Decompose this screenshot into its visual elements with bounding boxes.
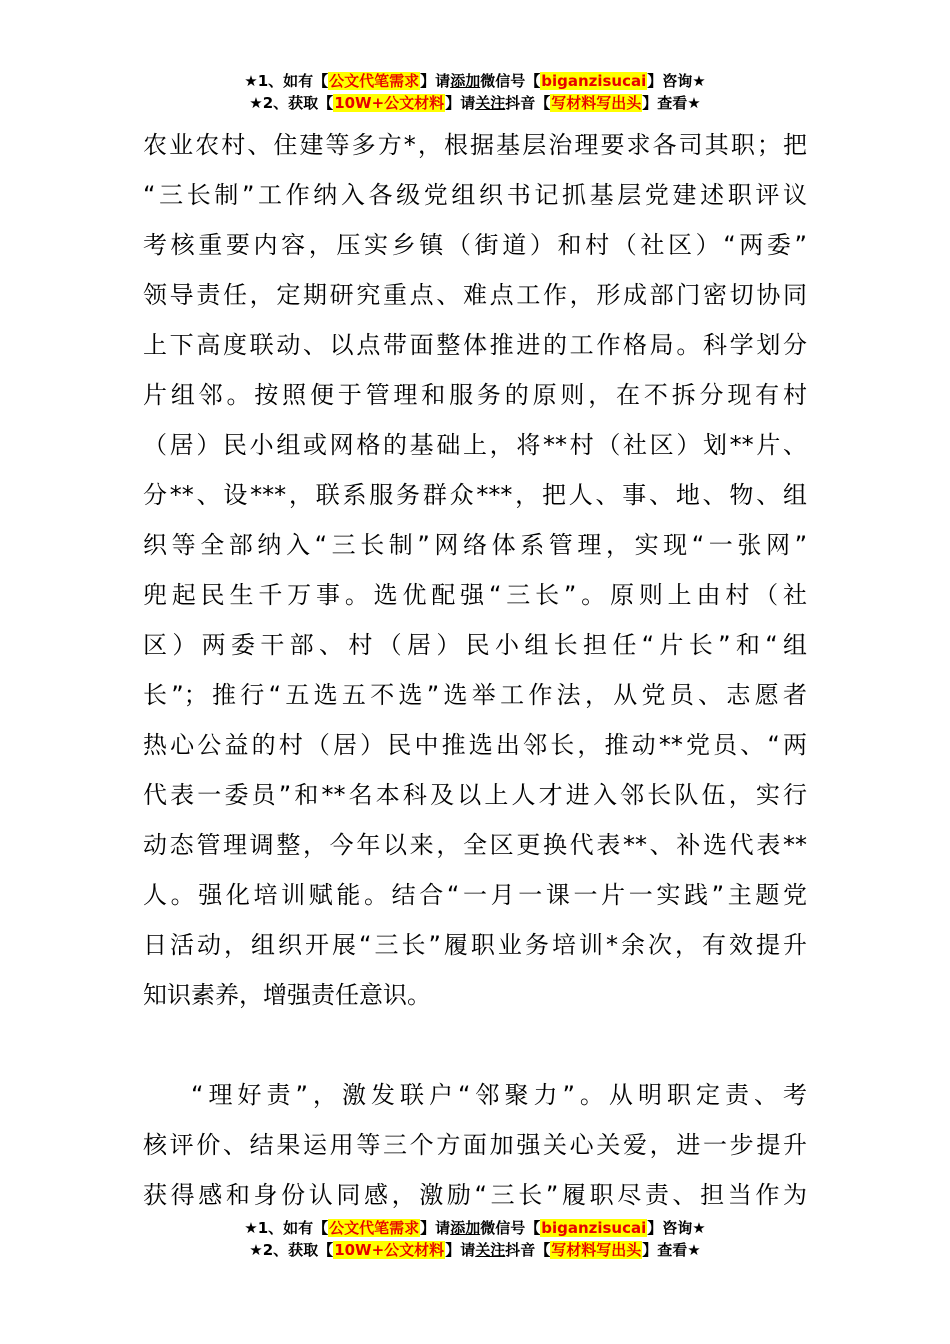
banner-underline: 添加 <box>450 72 481 90</box>
paragraph-gap <box>143 1020 807 1070</box>
banner-text: 抖音【 <box>505 1241 551 1259</box>
banner-text: ★2、获取【 <box>249 94 334 112</box>
banner-highlight: 公文代笔需求 <box>329 72 420 90</box>
header-banner <box>0 70 950 114</box>
banner-highlight: 10W+公文材料 <box>334 1241 445 1259</box>
body-line: “三长制”工作纳入各级党组织书记抓基层党建述职评议 <box>143 181 807 209</box>
banner-text: ★1、如有【 <box>244 1219 329 1237</box>
body-line: 代表一委员”和**名本科及以上人才进入邻长队伍，实行 <box>143 781 807 809</box>
banner-text: 】请 <box>420 1219 451 1237</box>
body-line: 上下高度联动、以点带面整体推进的工作格局。科学划分 <box>143 331 807 359</box>
body-line-last: 知识素养，增强责任意识。 <box>143 981 431 1009</box>
banner-text: 】查看★ <box>642 1241 701 1259</box>
banner-text: 】查看★ <box>642 94 701 112</box>
body-line: 片组邻。按照便于管理和服务的原则，在不拆分现有村 <box>143 381 807 409</box>
paragraph-2-line: 核评价、结果运用等三个方面加强关心关爱，进一步提升 <box>143 1131 807 1159</box>
banner-underline: 关注 <box>475 1241 506 1259</box>
body-line: 考核重要内容，压实乡镇（街道）和村（社区）“两委” <box>143 231 807 259</box>
banner-text: 微信号【 <box>480 1219 541 1237</box>
body-line: 热心公益的村（居）民中推选出邻长，推动**党员、“两 <box>143 731 807 759</box>
banner-text: ★1、如有【 <box>244 72 329 90</box>
banner-text: 微信号【 <box>480 72 541 90</box>
body-line: 动态管理调整，今年以来，全区更换代表**、补选代表** <box>143 831 807 859</box>
banner-highlight-douyin: 写材料写出头 <box>551 94 642 112</box>
document-body <box>143 120 807 1220</box>
body-line: 农业农村、住建等多方*，根据基层治理要求各司其职；把 <box>143 131 807 159</box>
banner-text: 】请 <box>420 72 451 90</box>
banner-highlight-wechat: biganzisucai <box>541 1219 647 1237</box>
body-line: 区）两委干部、村（居）民小组长担任“片长”和“组 <box>143 631 807 659</box>
body-line: 兜起民生千万事。选优配强“三长”。原则上由村（社 <box>143 581 807 609</box>
body-line: 织等全部纳入“三长制”网络体系管理，实现“一张网” <box>143 531 807 559</box>
banner-text: ★2、获取【 <box>249 1241 334 1259</box>
banner-highlight-wechat: biganzisucai <box>541 72 647 90</box>
banner-text: 】请 <box>445 94 476 112</box>
footer-banner <box>0 1217 950 1261</box>
body-line: （居）民小组或网格的基础上，将**村（社区）划**片、 <box>143 431 807 459</box>
banner-underline: 添加 <box>450 1219 481 1237</box>
banner-highlight: 公文代笔需求 <box>329 1219 420 1237</box>
banner-line-1 <box>0 1217 950 1239</box>
banner-line-2 <box>0 92 950 114</box>
banner-text: 抖音【 <box>505 94 551 112</box>
paragraph-2-line: 获得感和身份认同感，激励“三长”履职尽责、担当作为 <box>143 1181 807 1209</box>
banner-underline: 关注 <box>475 94 506 112</box>
banner-text: 】请 <box>445 1241 476 1259</box>
body-line: 人。强化培训赋能。结合“一月一课一片一实践”主题党 <box>143 881 807 909</box>
body-line: 领导责任，定期研究重点、难点工作，形成部门密切协同 <box>143 281 807 309</box>
body-line: 长”；推行“五选五不选”选举工作法，从党员、志愿者 <box>143 681 807 709</box>
banner-text: 】咨询★ <box>647 72 706 90</box>
banner-line-1 <box>0 70 950 92</box>
banner-highlight: 10W+公文材料 <box>334 94 445 112</box>
banner-highlight-douyin: 写材料写出头 <box>551 1241 642 1259</box>
banner-line-2 <box>0 1239 950 1261</box>
body-line: 日活动，组织开展“三长”履职业务培训*余次，有效提升 <box>143 931 807 959</box>
banner-text: 】咨询★ <box>647 1219 706 1237</box>
body-line: 分**、设***，联系服务群众***，把人、事、地、物、组 <box>143 481 807 509</box>
paragraph-2-line: “理好责”，激发联户“邻聚力”。从明职定责、考 <box>191 1081 807 1109</box>
